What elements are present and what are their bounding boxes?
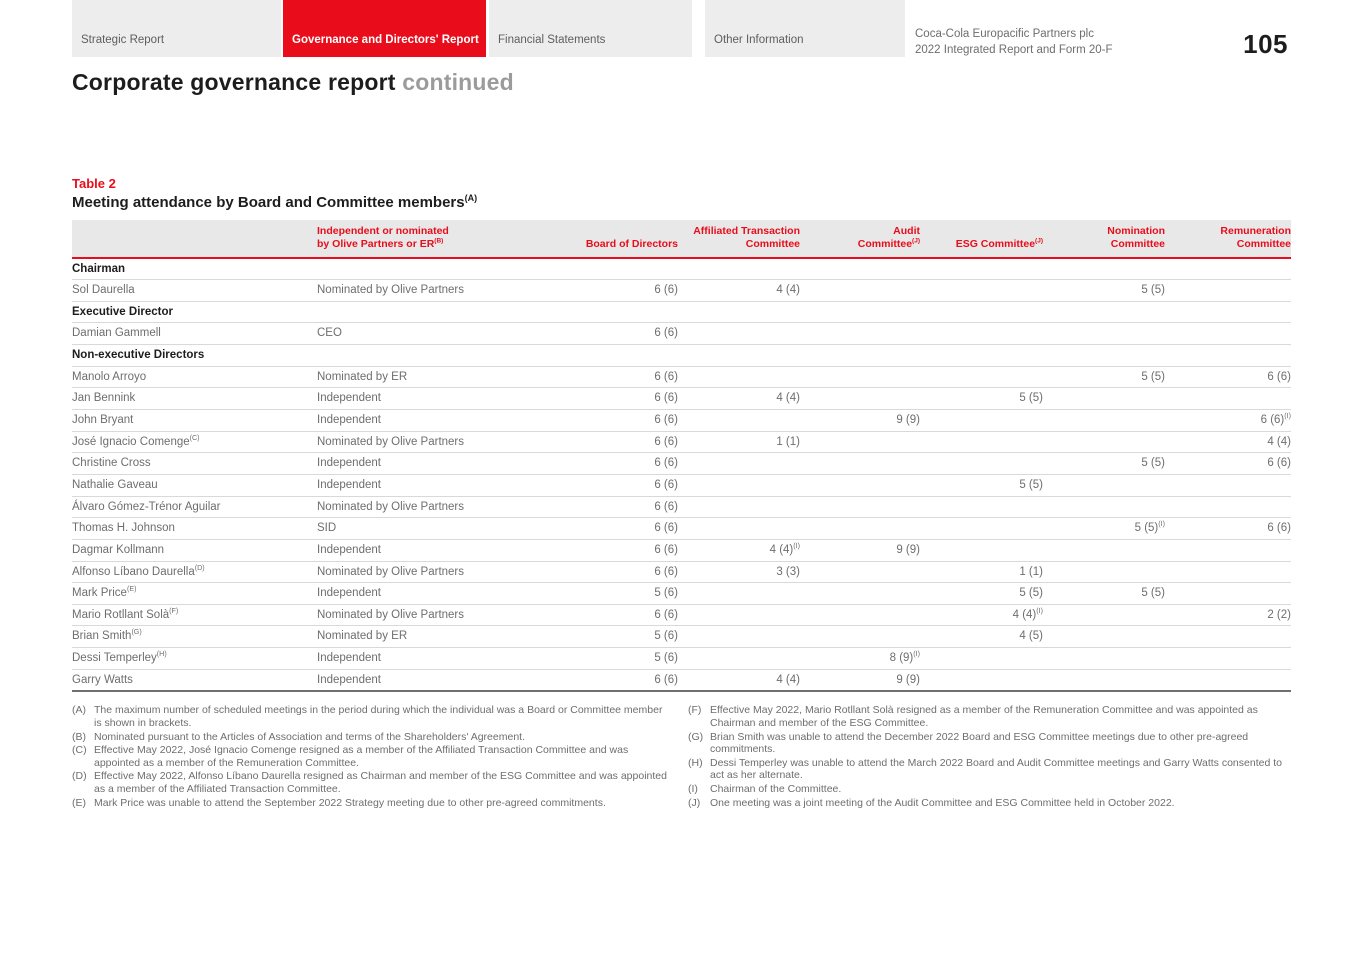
member-status-cell: Independent <box>317 410 560 432</box>
attendance-cell <box>920 518 1043 540</box>
attendance-cell: 4 $(4)^{(I)}$ <box>920 604 1043 626</box>
attendance-cell: 6 (6) <box>1165 518 1291 540</box>
table-row <box>72 410 1291 432</box>
attendance-cell: 9 (9) <box>800 539 920 561</box>
attendance-cell <box>1043 669 1165 691</box>
table-row <box>72 583 1291 605</box>
table-row <box>72 431 1291 453</box>
attendance-cell: 6 (6) <box>560 323 678 345</box>
section-nav <box>0 0 1365 57</box>
attendance-cell: 9 (9) <box>800 410 920 432</box>
footnote-marker: (D) <box>72 770 87 783</box>
page-number: 105 <box>1243 29 1288 59</box>
footnote-text: Effective May 2022, Mario Rotllant Solà resigned as a member of the Remuneration Committee and was appointed as Chairman and member of the ESG Committee. <box>710 704 1258 729</box>
member-name-cell: Nathalie Gaveau <box>72 474 317 496</box>
footnote <box>72 770 672 795</box>
table-body <box>72 258 1291 692</box>
member-status-cell: Nominated by ER <box>317 626 560 648</box>
attendance-cell <box>800 626 920 648</box>
attendance-cell: 6 (6) <box>560 410 678 432</box>
section-header: Chairman <box>72 258 1291 280</box>
footnote <box>72 704 672 729</box>
attendance-cell: 1 (1) <box>678 431 800 453</box>
table-row <box>72 626 1291 648</box>
attendance-cell <box>800 496 920 518</box>
footnote-text: Chairman of the Committee. <box>710 782 842 795</box>
attendance-cell: 5 (6) <box>560 626 678 648</box>
attendance-cell <box>678 366 800 388</box>
footnote-marker: (B) <box>72 730 86 743</box>
attendance-cell <box>800 388 920 410</box>
report-meta-line2: 2022 Integrated Report and Form 20-F <box>915 44 1113 57</box>
attendance-cell <box>1043 604 1165 626</box>
attendance-cell <box>678 518 800 540</box>
member-name-cell: Dagmar Kollmann <box>72 539 317 561</box>
column-header <box>72 220 317 257</box>
footnote-text: Effective May 2022, José Ignacio Comenge resigned as a member of the Affiliated Transaction Committee and was appointed as a member of the Remuneration Committee. <box>94 744 629 769</box>
attendance-cell <box>920 453 1043 475</box>
member-name-cell: Damian Gammell <box>72 323 317 345</box>
page-content <box>0 176 1365 810</box>
attendance-cell: 6 (6) <box>560 366 678 388</box>
attendance-cell: 4 (4) <box>678 388 800 410</box>
attendance-cell: 2 (2) <box>1165 604 1291 626</box>
attendance-cell <box>920 366 1043 388</box>
member-status-cell: Nominated by ER <box>317 366 560 388</box>
footnote <box>72 797 672 810</box>
table-row <box>72 561 1291 583</box>
table-row <box>72 496 1291 518</box>
footnote-text: Effective May 2022, Alfonso Líbano Daurella resigned as Chairman and member of the ESG Committee and was appointed as a member of the Affiliated Transaction Committee. <box>94 770 667 795</box>
member-status-cell: Nominated by Olive Partners <box>317 604 560 626</box>
page-title <box>72 70 1291 95</box>
attendance-cell <box>1165 583 1291 605</box>
attendance-cell: 6 (6) <box>560 453 678 475</box>
column-header: Nomination Committee <box>1043 220 1165 257</box>
attendance-cell: 6 (6) <box>1165 366 1291 388</box>
member-name-cell: Manolo Arroyo <box>72 366 317 388</box>
attendance-cell <box>678 453 800 475</box>
table-row <box>72 604 1291 626</box>
table-row <box>72 648 1291 670</box>
attendance-cell <box>1165 561 1291 583</box>
table-row <box>72 474 1291 496</box>
attendance-cell <box>800 583 920 605</box>
attendance-cell <box>1165 648 1291 670</box>
table-section-row <box>72 301 1291 323</box>
table-row <box>72 366 1291 388</box>
footnote <box>72 744 672 769</box>
table-row <box>72 539 1291 561</box>
member-name-cell: Jan Bennink <box>72 388 317 410</box>
member-name-cell: Alfonso Líbano Daurella$^{(D)}$ <box>72 561 317 583</box>
footnote <box>688 704 1291 729</box>
footnote-marker: (J) <box>688 796 701 809</box>
footnotes-right <box>688 704 1291 810</box>
table-row <box>72 453 1291 475</box>
footnotes <box>72 704 1291 810</box>
attendance-cell <box>678 474 800 496</box>
attendance-cell <box>920 648 1043 670</box>
member-status-cell: Independent <box>317 648 560 670</box>
footnote-marker: (I) <box>688 782 698 795</box>
member-status-cell: Independent <box>317 388 560 410</box>
attendance-cell: 5 (5) <box>1043 453 1165 475</box>
column-header: Board of Directors <box>560 220 678 257</box>
tab-financial-statements[interactable]: Financial Statements <box>489 0 692 57</box>
table-row <box>72 388 1291 410</box>
member-name-cell: Christine Cross <box>72 453 317 475</box>
member-status-cell: Independent <box>317 539 560 561</box>
attendance-cell <box>678 626 800 648</box>
member-name-cell: Sol Daurella <box>72 280 317 302</box>
member-name-cell: Brian Smith$^{(G)}$ <box>72 626 317 648</box>
tab-strategic-report[interactable]: Strategic Report <box>72 0 281 57</box>
attendance-cell <box>678 323 800 345</box>
table-label: Table 2 <box>72 176 116 192</box>
footnote-marker: (F) <box>688 704 702 717</box>
footnote <box>688 797 1291 810</box>
attendance-cell: 6 (6) <box>1165 453 1291 475</box>
attendance-cell <box>1165 388 1291 410</box>
footnote <box>688 783 1291 796</box>
member-name-cell: Garry Watts <box>72 669 317 691</box>
footnote-marker: (G) <box>688 730 704 743</box>
attendance-cell: 6 (6) <box>560 474 678 496</box>
attendance-cell <box>1165 323 1291 345</box>
table-heading <box>72 194 1291 211</box>
column-header: Audit Committee$^{(J)}$ <box>800 220 920 257</box>
attendance-cell <box>678 604 800 626</box>
attendance-cell: 5 (5) <box>1043 366 1165 388</box>
attendance-cell <box>1165 496 1291 518</box>
member-status-cell: SID <box>317 518 560 540</box>
attendance-cell: 5 $(5)^{(I)}$ <box>1043 518 1165 540</box>
attendance-cell: 6 (6) <box>560 496 678 518</box>
footnote-marker: (C) <box>72 744 87 757</box>
footnote-text: Brian Smith was unable to attend the December 2022 Board and ESG Committee meetings due to other pre-agreed commitments. <box>710 730 1249 756</box>
attendance-cell <box>800 280 920 302</box>
member-status-cell: Independent <box>317 669 560 691</box>
footnote <box>688 731 1291 756</box>
attendance-cell <box>800 366 920 388</box>
column-header: ESG Committee$^{(J)}$ <box>920 220 1043 257</box>
footnote-marker: (A) <box>72 704 86 717</box>
section-header: Executive Director <box>72 301 1291 323</box>
tab-governance-and-directors-report[interactable]: Governance and Directors' Report <box>283 0 486 57</box>
attendance-cell: 5 (5) <box>1043 583 1165 605</box>
attendance-cell <box>800 604 920 626</box>
member-name-cell: José Ignacio Comenge$^{(C)}$ <box>72 431 317 453</box>
member-status-cell: CEO <box>317 323 560 345</box>
attendance-cell <box>920 669 1043 691</box>
member-name-cell: Dessi Temperley$^{(H)}$ <box>72 648 317 670</box>
footnote <box>688 757 1291 782</box>
attendance-cell <box>800 453 920 475</box>
attendance-cell <box>1043 626 1165 648</box>
page-title-continued: continued <box>402 69 514 95</box>
table-header-row <box>72 220 1291 257</box>
member-status-cell: Independent <box>317 474 560 496</box>
attendance-cell: 8 $(9)^{(I)}$ <box>800 648 920 670</box>
member-name-cell: John Bryant <box>72 410 317 432</box>
attendance-table <box>72 220 1291 692</box>
table-row <box>72 280 1291 302</box>
attendance-cell <box>1043 388 1165 410</box>
footnote-marker: (E) <box>72 796 86 809</box>
table-row <box>72 669 1291 691</box>
member-status-cell: Nominated by Olive Partners <box>317 431 560 453</box>
attendance-cell: 6 (6) <box>560 280 678 302</box>
attendance-cell <box>1043 410 1165 432</box>
attendance-cell <box>920 323 1043 345</box>
attendance-cell <box>800 561 920 583</box>
report-meta <box>915 26 1113 58</box>
attendance-cell: 6 (6) <box>560 669 678 691</box>
attendance-cell <box>800 431 920 453</box>
column-header: Independent or nominated by Olive Partners or $ER^{(B)}$ <box>317 220 560 257</box>
attendance-cell: 6 (6) <box>560 604 678 626</box>
attendance-cell: 6 (6) <box>560 518 678 540</box>
member-name-cell: Mario Rotllant Solà$^{(F)}$ <box>72 604 317 626</box>
attendance-cell: 5 (5) <box>920 388 1043 410</box>
member-name-cell: Mark Price$^{(E)}$ <box>72 583 317 605</box>
column-header: Remuneration Committee <box>1165 220 1291 257</box>
attendance-cell <box>678 583 800 605</box>
attendance-cell: 4 $(4)^{(I)}$ <box>678 539 800 561</box>
attendance-cell: 5 (6) <box>560 583 678 605</box>
attendance-cell: 6 $(6)^{(I)}$ <box>1165 410 1291 432</box>
attendance-cell: 4 (4) <box>1165 431 1291 453</box>
table-heading-footnote-ref: (A) <box>464 193 478 204</box>
footnote-text: Mark Price was unable to attend the September 2022 Strategy meeting due to other pre-agreed commitments. <box>94 796 606 809</box>
attendance-cell <box>1043 496 1165 518</box>
attendance-cell <box>1043 431 1165 453</box>
attendance-cell <box>1043 561 1165 583</box>
attendance-cell <box>920 280 1043 302</box>
attendance-cell <box>678 648 800 670</box>
attendance-cell: 5 (6) <box>560 648 678 670</box>
attendance-cell: 9 (9) <box>800 669 920 691</box>
member-status-cell: Nominated by Olive Partners <box>317 561 560 583</box>
member-status-cell: Independent <box>317 453 560 475</box>
attendance-cell <box>800 474 920 496</box>
attendance-cell: 3 (3) <box>678 561 800 583</box>
member-status-cell: Nominated by Olive Partners <box>317 280 560 302</box>
table-row <box>72 323 1291 345</box>
attendance-cell: 6 (6) <box>560 388 678 410</box>
attendance-cell <box>1165 474 1291 496</box>
attendance-cell <box>1043 539 1165 561</box>
table-section-row <box>72 345 1291 367</box>
footnotes-left <box>72 704 672 810</box>
attendance-cell <box>1043 323 1165 345</box>
attendance-cell <box>800 323 920 345</box>
attendance-cell: 5 (5) <box>920 583 1043 605</box>
attendance-cell: 4 (4) <box>678 669 800 691</box>
column-header: Affiliated Transaction Committee <box>678 220 800 257</box>
tab-other-information[interactable]: Other Information <box>705 0 905 57</box>
attendance-cell <box>1043 474 1165 496</box>
member-status-cell: Independent <box>317 583 560 605</box>
attendance-cell <box>1165 280 1291 302</box>
table-section-row <box>72 258 1291 280</box>
attendance-cell <box>678 410 800 432</box>
attendance-cell <box>1043 648 1165 670</box>
attendance-cell: 4 (5) <box>920 626 1043 648</box>
footnote-text: Dessi Temperley was unable to attend the March 2022 Board and Audit Committee meetings and Garry Watts consented to act as her alternate. <box>710 756 1282 782</box>
attendance-cell: 5 (5) <box>920 474 1043 496</box>
footnote-marker: (H) <box>688 756 703 769</box>
page-title-main: Corporate governance report <box>72 69 396 95</box>
section-header: Non-executive Directors <box>72 345 1291 367</box>
member-name-cell: Thomas H. Johnson <box>72 518 317 540</box>
attendance-cell: 1 (1) <box>920 561 1043 583</box>
attendance-cell <box>920 496 1043 518</box>
attendance-cell: 4 (4) <box>678 280 800 302</box>
footnote-text: One meeting was a joint meeting of the Audit Committee and ESG Committee held in October 2022. <box>710 796 1175 809</box>
attendance-cell: 6 (6) <box>560 561 678 583</box>
attendance-cell <box>678 496 800 518</box>
table-heading-text: Meeting attendance by Board and Committee members <box>72 194 465 212</box>
report-meta-line1: Coca-Cola Europacific Partners plc <box>915 28 1094 40</box>
attendance-cell <box>920 539 1043 561</box>
footnote <box>72 731 672 744</box>
table-row <box>72 518 1291 540</box>
member-name-cell: Álvaro Gómez-Trénor Aguilar <box>72 496 317 518</box>
attendance-cell <box>920 410 1043 432</box>
attendance-cell <box>1165 626 1291 648</box>
attendance-cell <box>800 518 920 540</box>
attendance-cell: 6 (6) <box>560 431 678 453</box>
attendance-cell <box>1165 539 1291 561</box>
attendance-cell <box>1165 669 1291 691</box>
attendance-cell: 6 (6) <box>560 539 678 561</box>
attendance-cell: 5 (5) <box>1043 280 1165 302</box>
footnote-text: The maximum number of scheduled meetings in the period during which the individual was a Board or Committee member is shown in brackets. <box>94 704 663 729</box>
attendance-cell <box>920 431 1043 453</box>
footnote-text: Nominated pursuant to the Articles of Association and terms of the Shareholders' Agreement. <box>94 730 525 743</box>
member-status-cell: Nominated by Olive Partners <box>317 496 560 518</box>
